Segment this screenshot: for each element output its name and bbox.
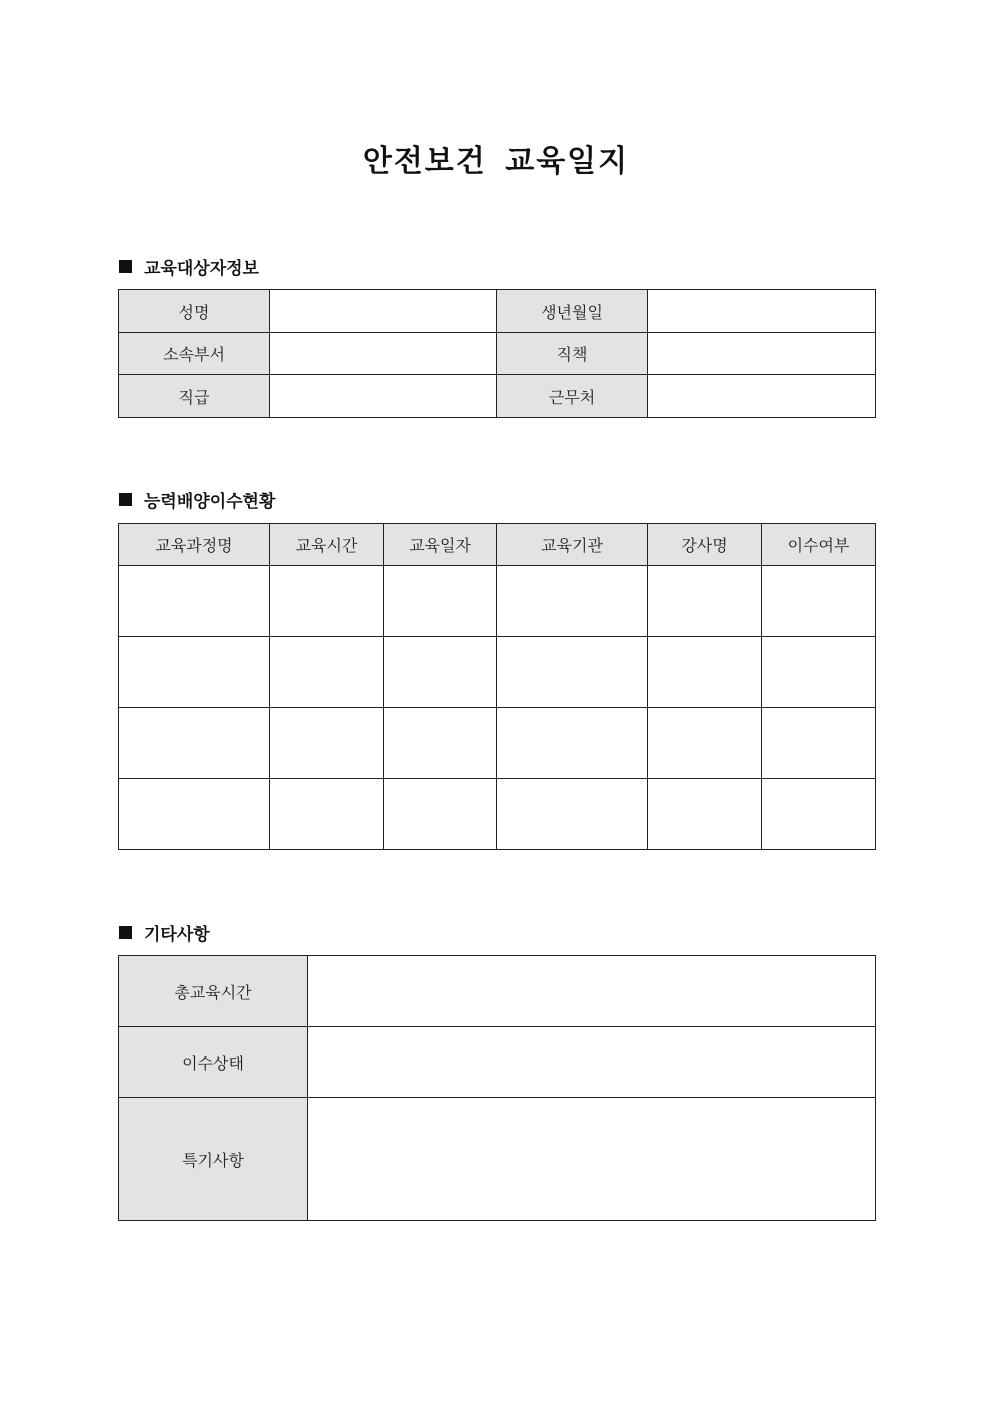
table-cell[interactable] — [270, 708, 384, 779]
square-bullet-icon — [119, 493, 132, 506]
label-birthdate: 생년월일 — [497, 290, 648, 333]
table-row — [119, 637, 876, 708]
table-cell[interactable] — [497, 566, 648, 637]
square-bullet-icon — [119, 926, 132, 939]
department-field[interactable] — [270, 333, 497, 375]
rank-field[interactable] — [270, 375, 497, 418]
column-header-institution: 교육기관 — [497, 524, 648, 566]
remarks-field[interactable] — [308, 1098, 876, 1221]
table-cell[interactable] — [648, 779, 762, 850]
table-cell[interactable] — [119, 566, 270, 637]
section-heading-label: 기타사항 — [144, 925, 210, 945]
table-cell[interactable] — [648, 566, 762, 637]
training-history-table — [118, 523, 876, 850]
table-cell[interactable] — [762, 637, 876, 708]
table-cell[interactable] — [384, 637, 497, 708]
table-cell[interactable] — [384, 566, 497, 637]
table-cell[interactable] — [270, 779, 384, 850]
position-field[interactable] — [648, 333, 876, 375]
table-cell[interactable] — [270, 637, 384, 708]
table-cell[interactable] — [270, 566, 384, 637]
section-heading-label: 교육대상자정보 — [144, 259, 259, 279]
table-cell[interactable] — [119, 779, 270, 850]
section-heading-target-info — [119, 254, 259, 279]
column-header-date: 교육일자 — [384, 524, 497, 566]
label-department: 소속부서 — [119, 333, 270, 375]
target-info-table — [118, 289, 876, 418]
table-header-row — [119, 524, 876, 566]
table-cell[interactable] — [119, 637, 270, 708]
table-row — [119, 375, 876, 418]
table-row — [119, 1027, 876, 1098]
total-hours-field[interactable] — [308, 956, 876, 1027]
table-row — [119, 956, 876, 1027]
label-workplace: 근무처 — [497, 375, 648, 418]
table-cell[interactable] — [384, 708, 497, 779]
completion-status-field[interactable] — [308, 1027, 876, 1098]
table-row — [119, 708, 876, 779]
workplace-field[interactable] — [648, 375, 876, 418]
label-total-hours: 총교육시간 — [119, 956, 308, 1027]
table-cell[interactable] — [648, 708, 762, 779]
label-remarks: 특기사항 — [119, 1098, 308, 1221]
name-field[interactable] — [270, 290, 497, 333]
label-position: 직책 — [497, 333, 648, 375]
column-header-completion: 이수여부 — [762, 524, 876, 566]
table-row — [119, 1098, 876, 1221]
column-header-instructor: 강사명 — [648, 524, 762, 566]
label-completion-status: 이수상태 — [119, 1027, 308, 1098]
table-row — [119, 779, 876, 850]
table-cell[interactable] — [762, 566, 876, 637]
column-header-hours: 교육시간 — [270, 524, 384, 566]
section-heading-training-history — [119, 487, 275, 512]
label-name: 성명 — [119, 290, 270, 333]
table-cell[interactable] — [497, 637, 648, 708]
table-cell[interactable] — [648, 637, 762, 708]
table-cell[interactable] — [119, 708, 270, 779]
label-rank: 직급 — [119, 375, 270, 418]
table-row — [119, 566, 876, 637]
table-cell[interactable] — [762, 779, 876, 850]
table-row — [119, 290, 876, 333]
section-heading-label: 능력배양이수현황 — [144, 492, 276, 512]
column-header-course: 교육과정명 — [119, 524, 270, 566]
document-title: 안전보건 교육일지 — [362, 144, 630, 179]
square-bullet-icon — [119, 260, 132, 273]
table-cell[interactable] — [497, 779, 648, 850]
section-heading-other-notes — [119, 920, 210, 945]
table-cell[interactable] — [384, 779, 497, 850]
table-cell[interactable] — [497, 708, 648, 779]
birthdate-field[interactable] — [648, 290, 876, 333]
other-notes-table — [118, 955, 876, 1221]
table-row — [119, 333, 876, 375]
table-cell[interactable] — [762, 708, 876, 779]
